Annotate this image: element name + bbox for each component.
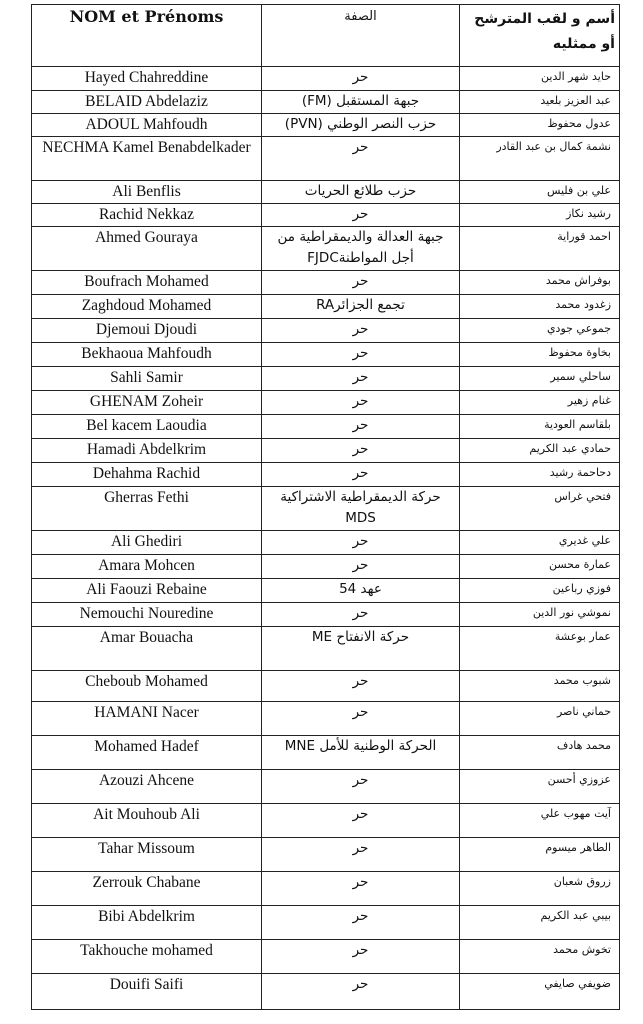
candidate-name: GHENAM Zoheir — [32, 391, 262, 415]
candidates-table — [31, 4, 620, 1010]
candidate-name: Amar Bouacha — [32, 627, 262, 671]
candidate-affiliation: حر — [262, 804, 460, 838]
table-row — [32, 702, 620, 736]
candidate-name-arabic: شبوب محمد — [460, 671, 620, 702]
candidate-name-arabic: رشيد نكاز — [460, 204, 620, 227]
candidate-affiliation: حزب طلائع الحريات — [262, 181, 460, 204]
table-row — [32, 319, 620, 343]
candidate-name-arabic: الطاهر ميسوم — [460, 838, 620, 872]
candidate-name: Zaghdoud Mohamed — [32, 295, 262, 319]
candidate-name-arabic: غنام زهير — [460, 391, 620, 415]
candidate-name-arabic: فتحي غراس — [460, 487, 620, 531]
candidate-name: ADOUL Mahfoudh — [32, 114, 262, 137]
candidate-name: Tahar Missoum — [32, 838, 262, 872]
candidate-name: Ahmed Gouraya — [32, 227, 262, 271]
candidate-name-arabic: نموشي نور الدين — [460, 603, 620, 627]
candidate-name-arabic: آيت مهوب علي — [460, 804, 620, 838]
candidate-name: Ali Faouzi Rebaine — [32, 579, 262, 603]
candidate-affiliation: حر — [262, 439, 460, 463]
candidate-affiliation: حر — [262, 838, 460, 872]
candidate-affiliation: حر — [262, 367, 460, 391]
candidate-name-arabic: بخاوة محفوظ — [460, 343, 620, 367]
candidate-affiliation: حر — [262, 974, 460, 1010]
candidate-name: NECHMA Kamel Benabdelkader — [32, 137, 262, 181]
candidate-name: Azouzi Ahcene — [32, 770, 262, 804]
candidate-name: Takhouche mohamed — [32, 940, 262, 974]
candidate-affiliation: حر — [262, 319, 460, 343]
candidate-name: Douifi Saifi — [32, 974, 262, 1010]
arabic-name-column-header: أسم و لقب المترشح أو ممثليه — [460, 5, 620, 67]
candidate-name: Bibi Abdelkrim — [32, 906, 262, 940]
candidate-name-arabic: محمد هادف — [460, 736, 620, 770]
table-row — [32, 114, 620, 137]
table-row — [32, 531, 620, 555]
candidate-affiliation: حزب النصر الوطني (PVN) — [262, 114, 460, 137]
candidate-affiliation: حر — [262, 555, 460, 579]
table-row — [32, 974, 620, 1010]
candidate-affiliation: حر — [262, 391, 460, 415]
candidate-affiliation: حر — [262, 415, 460, 439]
candidate-name-arabic: ساحلي سمير — [460, 367, 620, 391]
candidate-name-arabic: حماني ناصر — [460, 702, 620, 736]
candidate-affiliation: حر — [262, 671, 460, 702]
candidate-name: Nemouchi Nouredine — [32, 603, 262, 627]
candidate-name: Amara Mohcen — [32, 555, 262, 579]
candidate-name: Dehahma Rachid — [32, 463, 262, 487]
candidate-name-arabic: نشمة كمال بن عبد القادر — [460, 137, 620, 181]
candidate-name: HAMANI Nacer — [32, 702, 262, 736]
candidate-affiliation: جبهة المستقبل (FM) — [262, 91, 460, 114]
candidate-name: Mohamed Hadef — [32, 736, 262, 770]
candidate-affiliation: حر — [262, 770, 460, 804]
header-row — [32, 5, 620, 67]
candidate-name: Ali Ghediri — [32, 531, 262, 555]
candidate-name-arabic: دحاحمة رشيد — [460, 463, 620, 487]
candidate-affiliation: حر — [262, 531, 460, 555]
table-row — [32, 137, 620, 181]
table-row — [32, 671, 620, 702]
table-row — [32, 463, 620, 487]
candidate-affiliation: حر — [262, 940, 460, 974]
candidate-name: Boufrach Mohamed — [32, 271, 262, 295]
table-row — [32, 627, 620, 671]
candidate-name-arabic: علي بن فليس — [460, 181, 620, 204]
role-column-header: الصفة — [262, 5, 460, 67]
candidate-affiliation: تجمع الجزائرRA — [262, 295, 460, 319]
table-row — [32, 838, 620, 872]
candidate-name-arabic: احمد قوراية — [460, 227, 620, 271]
candidate-affiliation: حر — [262, 137, 460, 181]
candidate-name-arabic: بيبي عبد الكريم — [460, 906, 620, 940]
candidate-name: Rachid Nekkaz — [32, 204, 262, 227]
candidate-name: Bel kacem Laoudia — [32, 415, 262, 439]
table-row — [32, 67, 620, 91]
table-row — [32, 271, 620, 295]
table-row — [32, 227, 620, 271]
candidate-affiliation: حر — [262, 343, 460, 367]
candidate-affiliation: حر — [262, 204, 460, 227]
table-row — [32, 804, 620, 838]
candidate-name-arabic: فوزي رباعين — [460, 579, 620, 603]
candidate-name: BELAID Abdelaziz — [32, 91, 262, 114]
table-row — [32, 940, 620, 974]
candidate-name-arabic: عزوزي أحسن — [460, 770, 620, 804]
candidate-affiliation: حر — [262, 872, 460, 906]
table-row — [32, 439, 620, 463]
candidate-name-arabic: حمادي عبد الكريم — [460, 439, 620, 463]
candidate-name: Bekhaoua Mahfoudh — [32, 343, 262, 367]
candidate-name-arabic: زغدود محمد — [460, 295, 620, 319]
candidate-name: Ait Mouhoub Ali — [32, 804, 262, 838]
table-row — [32, 204, 620, 227]
candidate-name-arabic: زروق شعبان — [460, 872, 620, 906]
candidate-name-arabic: بلقاسم العودية — [460, 415, 620, 439]
candidate-name-arabic: عبد العزيز بلعيد — [460, 91, 620, 114]
table-row — [32, 579, 620, 603]
table-row — [32, 367, 620, 391]
table-row — [32, 603, 620, 627]
table-row — [32, 343, 620, 367]
table-row — [32, 415, 620, 439]
table-row — [32, 770, 620, 804]
candidate-affiliation: حر — [262, 67, 460, 91]
candidate-name-arabic: ضويفي صايفي — [460, 974, 620, 1010]
name-column-header: NOM et Prénoms — [32, 5, 262, 67]
candidate-affiliation: حر — [262, 271, 460, 295]
table-row — [32, 391, 620, 415]
table-row — [32, 487, 620, 531]
candidate-name: Hayed Chahreddine — [32, 67, 262, 91]
candidate-name: Hamadi Abdelkrim — [32, 439, 262, 463]
candidate-affiliation: حركة الديمقراطية الاشتراكية MDS — [262, 487, 460, 531]
candidate-affiliation: حر — [262, 906, 460, 940]
candidate-affiliation: الحركة الوطنية للأمل MNE — [262, 736, 460, 770]
candidate-name-arabic: تخوش محمد — [460, 940, 620, 974]
candidate-affiliation: عهد 54 — [262, 579, 460, 603]
table-row — [32, 181, 620, 204]
candidate-affiliation: حر — [262, 603, 460, 627]
candidate-name-arabic: جموعي جودي — [460, 319, 620, 343]
candidate-name: Sahli Samir — [32, 367, 262, 391]
candidate-name-arabic: عمار بوعشة — [460, 627, 620, 671]
candidate-name-arabic: بوفراش محمد — [460, 271, 620, 295]
candidate-affiliation: حر — [262, 463, 460, 487]
candidate-name-arabic: علي غديري — [460, 531, 620, 555]
candidate-name: Gherras Fethi — [32, 487, 262, 531]
candidate-name: Cheboub Mohamed — [32, 671, 262, 702]
table-row — [32, 872, 620, 906]
candidate-name-arabic: حايد شهر الدين — [460, 67, 620, 91]
table-row — [32, 555, 620, 579]
table-row — [32, 295, 620, 319]
candidate-name: Zerrouk Chabane — [32, 872, 262, 906]
candidate-affiliation: جبهة العدالة والديمقراطية من أجل المواطنةFJDC — [262, 227, 460, 271]
candidate-affiliation: حركة الانفتاح ME — [262, 627, 460, 671]
candidate-affiliation: حر — [262, 702, 460, 736]
candidate-name: Djemoui Djoudi — [32, 319, 262, 343]
candidate-name: Ali Benflis — [32, 181, 262, 204]
table-row — [32, 91, 620, 114]
table-row — [32, 736, 620, 770]
candidate-name-arabic: عمارة محسن — [460, 555, 620, 579]
candidate-name-arabic: عدول محفوظ — [460, 114, 620, 137]
table-row — [32, 906, 620, 940]
